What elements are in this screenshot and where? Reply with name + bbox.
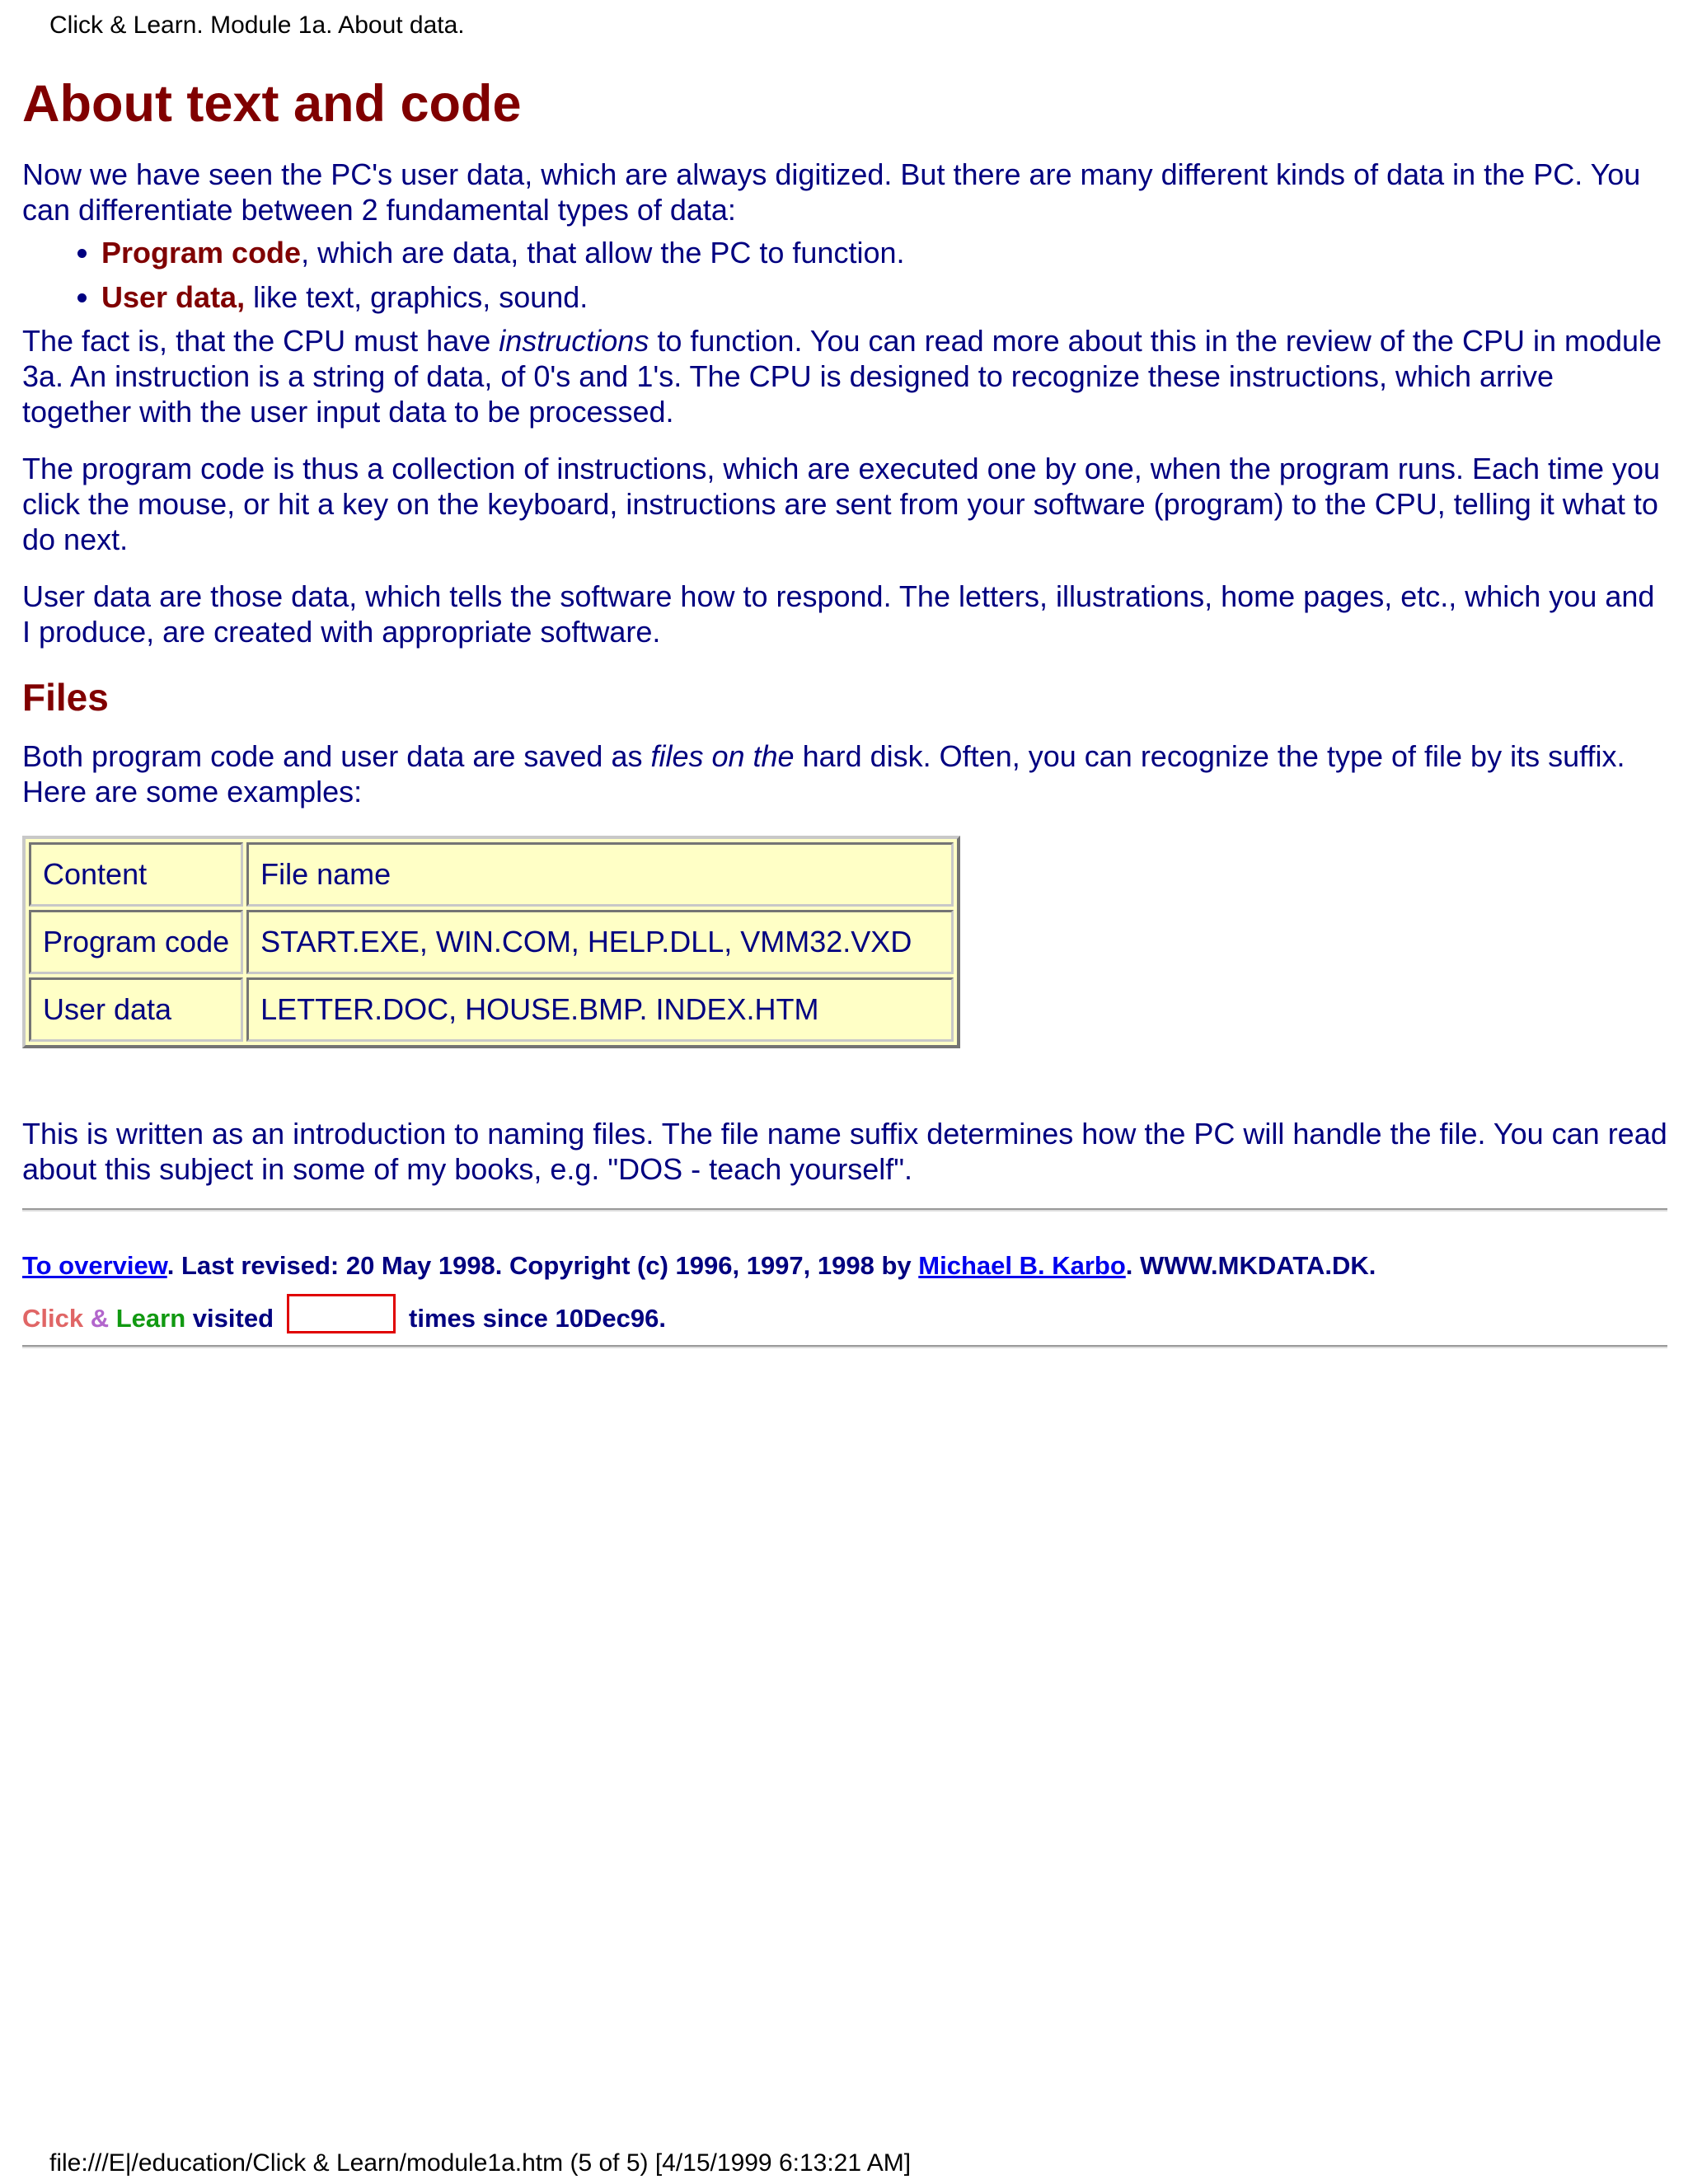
print-header: Click & Learn. Module 1a. About data. — [49, 12, 465, 39]
learn-word: Learn — [115, 1304, 186, 1333]
click-word: Click — [22, 1304, 84, 1333]
divider — [22, 1345, 1667, 1348]
copyright-line — [22, 1249, 1671, 1282]
list-item — [101, 231, 1671, 275]
user-data-paragraph: User data are those data, which tells the software how to respond. The letters, illustrations, home pages, etc., which you and I produce, are created with appropriate software. — [22, 579, 1655, 649]
table-cell: LETTER.DOC, HOUSE.BMP. INDEX.HTM — [246, 977, 954, 1042]
table-cell: Program code — [29, 910, 243, 974]
list-item — [101, 275, 1671, 320]
intro-paragraph: Now we have seen the PC's user data, which are always digitized. But there are many different kinds of data in the PC. You can differentiate between 2 fundamental types of data: — [22, 157, 1641, 227]
paragraph-text: The fact is, that the CPU must have — [22, 324, 499, 358]
author-link[interactable]: Michael B. Karbo — [918, 1251, 1126, 1280]
table-header-cell: Content — [29, 842, 243, 907]
overview-link[interactable]: To overview — [22, 1251, 167, 1280]
visited-text: visited — [192, 1304, 274, 1333]
site-text: . WWW.MKDATA.DK. — [1125, 1251, 1376, 1280]
print-footer: file:///E|/education/Click & Learn/module1a.htm (5 of 5) [4/15/1999 6:13:21 AM] — [49, 2149, 912, 2177]
files-paragraph — [22, 738, 1671, 809]
data-types-list — [22, 231, 1671, 320]
table-header-cell: File name — [246, 842, 954, 907]
hit-counter-image — [287, 1294, 396, 1333]
table-row — [29, 842, 954, 907]
since-text: times since 10Dec96. — [409, 1304, 666, 1333]
paragraph-text: to function. You can read more about this in the review of the CPU in module 3a. An instruction is a string of data, of 0's and 1's. The CPU is designed to recognize these instructions, which arrive together with the user input data to be processed. — [22, 324, 1662, 429]
files-heading: Files — [22, 676, 109, 719]
page-content — [22, 69, 1671, 1348]
paragraph-text: Both program code and user data are saved as — [22, 739, 651, 773]
closing-paragraph: This is written as an introduction to naming files. The file name suffix determines how the PC will handle the file. You can read about this subject in some of my books, e.g. "DOS - teach yourself". — [22, 1117, 1667, 1186]
visit-counter-line — [22, 1302, 1671, 1335]
paragraph-text: hard disk. Often, you can recognize the type of file by its suffix. Here are some examples: — [22, 739, 1625, 808]
list-item-term: Program code — [101, 236, 302, 269]
page-title: About text and code — [22, 75, 522, 133]
list-item-text: , which are data, that allow the PC to function. — [301, 236, 905, 269]
revised-text: . Last revised: 20 May 1998. Copyright (c) 1996, 1997, 1998 by — [166, 1251, 919, 1280]
table-row — [29, 977, 954, 1042]
file-types-table — [22, 836, 960, 1048]
list-item-term: User data, — [101, 280, 246, 314]
emphasis-text: files on the — [650, 739, 795, 773]
table-row — [29, 910, 954, 974]
table-cell: User data — [29, 977, 243, 1042]
table-cell: START.EXE, WIN.COM, HELP.DLL, VMM32.VXD — [246, 910, 954, 974]
divider — [22, 1208, 1667, 1212]
program-code-paragraph: The program code is thus a collection of instructions, which are executed one by one, when the program runs. Each time you click the mouse, or hit a key on the keyboard, instructions are sent from your software (program) to the CPU, telling it what to do next. — [22, 452, 1661, 556]
instructions-paragraph — [22, 323, 1671, 429]
emphasis-text: instructions — [499, 324, 649, 358]
list-item-text: like text, graphics, sound. — [245, 280, 588, 314]
ampersand-word: & — [90, 1304, 110, 1333]
